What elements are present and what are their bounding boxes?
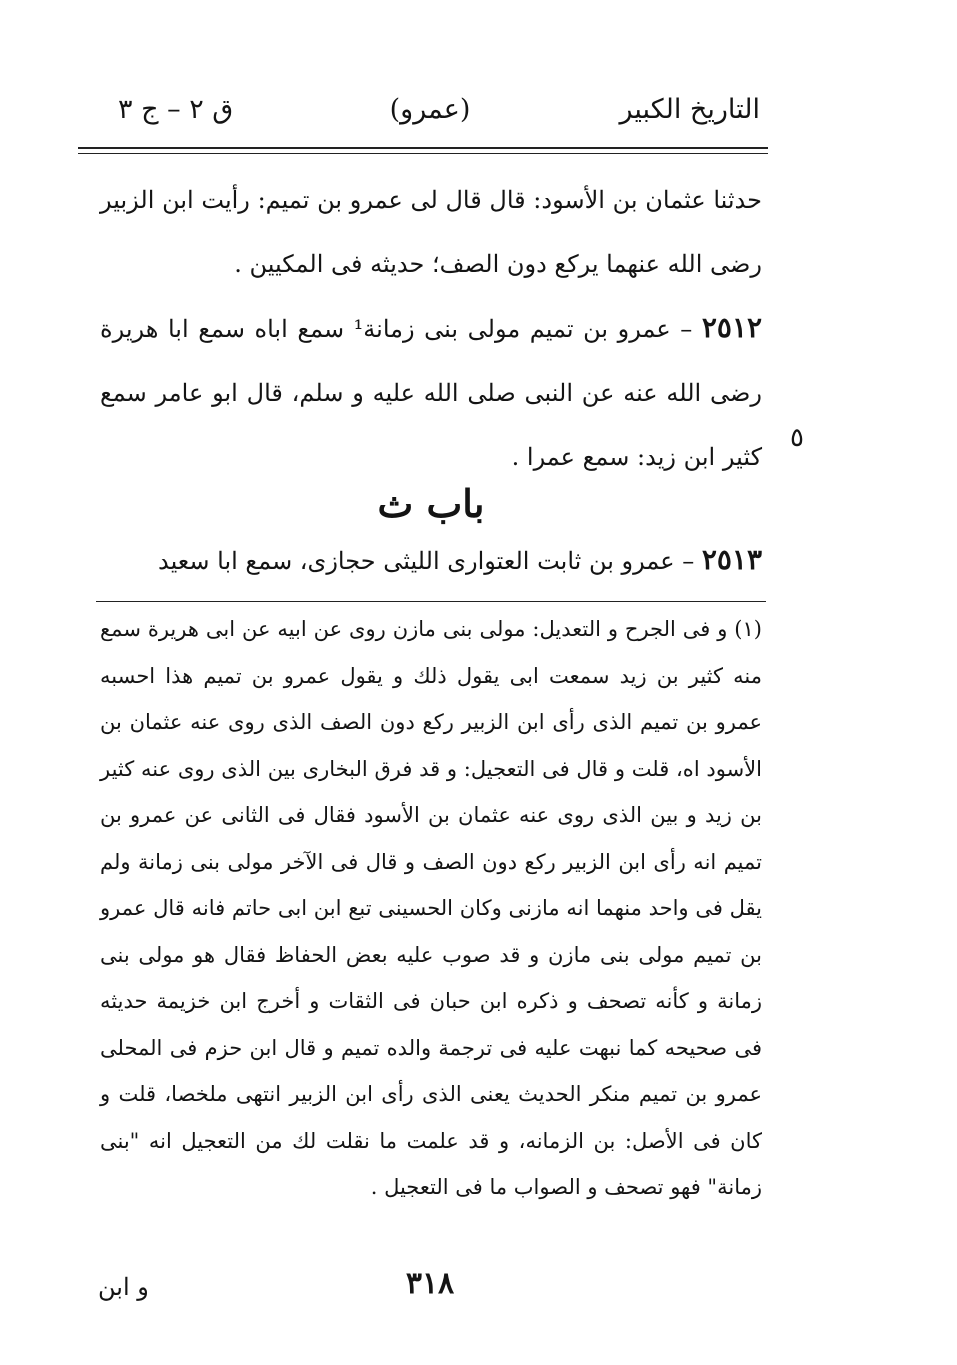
catchword: و ابن bbox=[98, 1273, 149, 1301]
page-number: ٣١٨ bbox=[405, 1266, 455, 1301]
book-title: التاريخ الكبير bbox=[619, 94, 760, 125]
running-header bbox=[100, 88, 760, 132]
paragraph-continuation: حدثنا عثمان بن الأسود: قال قال لى عمرو بن تميم: رأيت ابن الزبير رضى الله عنهما يركع دون الصف؛ حديثه فى المكيين . bbox=[100, 186, 762, 278]
entry-text: – عمرو بن تميم مولى بنى زمانة¹ سمع اباه سمع ابا هريرة رضى الله عنه عن النبى صلى الله عليه و سلم، قال ابو عامر سمع كثير ابن زيد: سمع عمرا . bbox=[100, 315, 762, 471]
volume-reference: ق ٢ – ج ٣ bbox=[118, 94, 234, 125]
entry-2512 bbox=[100, 296, 762, 489]
footnote-rule bbox=[96, 601, 766, 602]
header-subject: (عمرو) bbox=[389, 94, 471, 125]
line-number-marker: ٥ bbox=[790, 423, 804, 453]
main-text bbox=[100, 168, 762, 489]
footnote bbox=[100, 606, 762, 1211]
footnote-text: (١) و فى الجرح و التعديل: مولى بنى مازن روى عن ابيه عن ابى هريرة سمع منه كثير بن زيد سمعت ابى يقول ذلك و يقول عمرو بن تميم هذا احسبه عمرو بن تميم الذى رأى ابن الزبير ركع دون الصف الذى روى عنه عثمان بن الأسود اه، قلت و قال فى التعجيل: و قد فرق البخارى بين الذى روى عنه كثير بن زيد و بين الذى روى عنه عثمان بن الأسود فقال فى الثانى عن عمرو بن تميم انه رأى ابن الزبير ركع دون الصف و قال فى الآخر مولى بنى زمانة ولم يقل فى واحد منهما انه مازنى وكان الحسينى تبع ابن ابى حاتم فانه قال عمرو بن تميم مولى بنى مازن و قد صوب عليه بعض الحفاظ فقال هو مولى بنى زمانة و كأنه تصحف و ذكره ابن حبان فى الثقات و أخرج ابن خزيمة حديثه فى صحيحه كما نبهت عليه فى ترجمة والده تميم و قال ابن حزم فى المحلى عمرو بن تميم منكر الحديث يعنى الذى رأى ابن الزبير انتهى ملخصا، قلت و كان فى الأصل: بن الزمانه، و قد علمت ما نقلت لك من التعجيل انه "بنى زمانة" فهو تصحف و الصواب ما فى التعجيل . bbox=[100, 617, 762, 1199]
entry-text: – عمرو بن ثابت العتوارى الليثى حجازى، سمع ابا سعيد bbox=[157, 547, 702, 575]
entry-2513 bbox=[100, 532, 762, 589]
header-rule-thick bbox=[78, 147, 768, 149]
entry-number: ٢٥١٢ bbox=[701, 311, 763, 344]
entry-number: ٢٥١٣ bbox=[701, 543, 762, 576]
header-rule-thin bbox=[78, 153, 768, 154]
section-heading: باب ث bbox=[377, 481, 485, 526]
